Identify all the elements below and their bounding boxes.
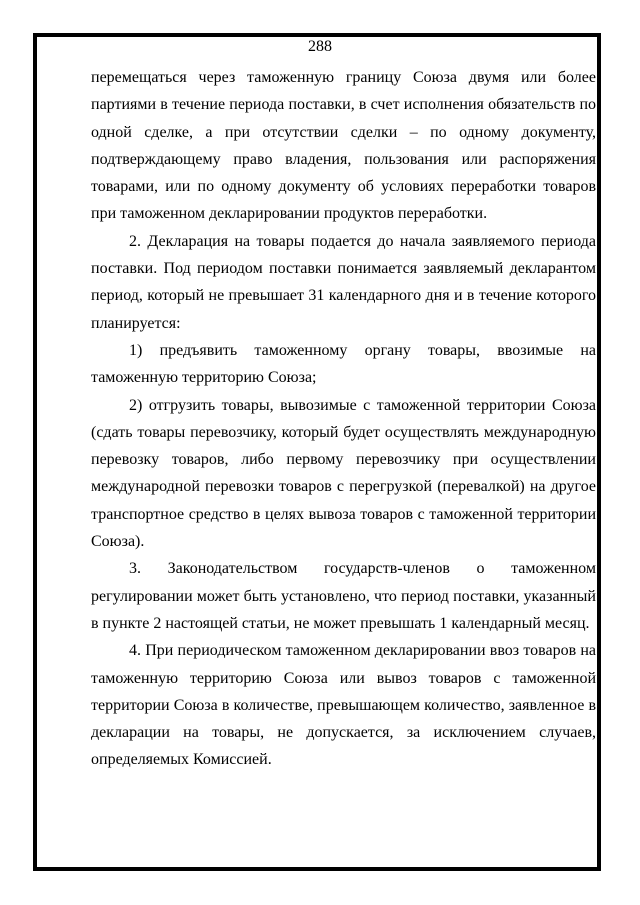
paragraph-item-4: 4. При периодическом таможенном декларировании ввоз товаров на таможенную территорию Союза или вывоз товаров с таможенной территории Союза в количестве, превышающем количество, заявленное в декларации на товары, не допускается, за исключением случаев, определяемых Комиссией. bbox=[91, 642, 596, 769]
paragraph-continuation: перемещаться через таможенную границу Союза двумя или более партиями в течение периода поставки, в счет исполнения обязательств по одной сделке, а при отсутствии сделки – по одному документу, подтверждающему право владения, пользования или распоряжения товарами, или по одному документу об условиях переработки товаров при таможенном декларировании продуктов переработки. bbox=[91, 69, 596, 223]
document-body bbox=[91, 64, 596, 774]
page-number: 288 bbox=[308, 38, 332, 55]
paragraph-item-2: 2. Декларация на товары подается до начала заявляемого периода поставки. Под периодом поставки понимается заявляемый декларантом период, который не превышает 31 календарного дня и в течение которого планируется: bbox=[91, 232, 596, 332]
paragraph-item-3: 3. Законодательством государств-членов о таможенном регулировании может быть установлено, что период поставки, указанный в пункте 2 настоящей статьи, не может превышать 1 календарный месяц. bbox=[91, 560, 596, 632]
paragraph-subitem-2: 2) отгрузить товары, вывозимые с таможенной территории Союза (сдать товары перевозчику, который будет осуществлять международную перевозку товаров, либо первому перевозчику при осуществлении международной перевозки товаров с перегрузкой (перевалкой) на другое транспортное средство в целях вывоза товаров с таможенной территории Союза). bbox=[91, 396, 596, 551]
paragraph-subitem-1: 1) предъявить таможенному органу товары, ввозимые на таможенную территорию Союза; bbox=[91, 341, 596, 387]
